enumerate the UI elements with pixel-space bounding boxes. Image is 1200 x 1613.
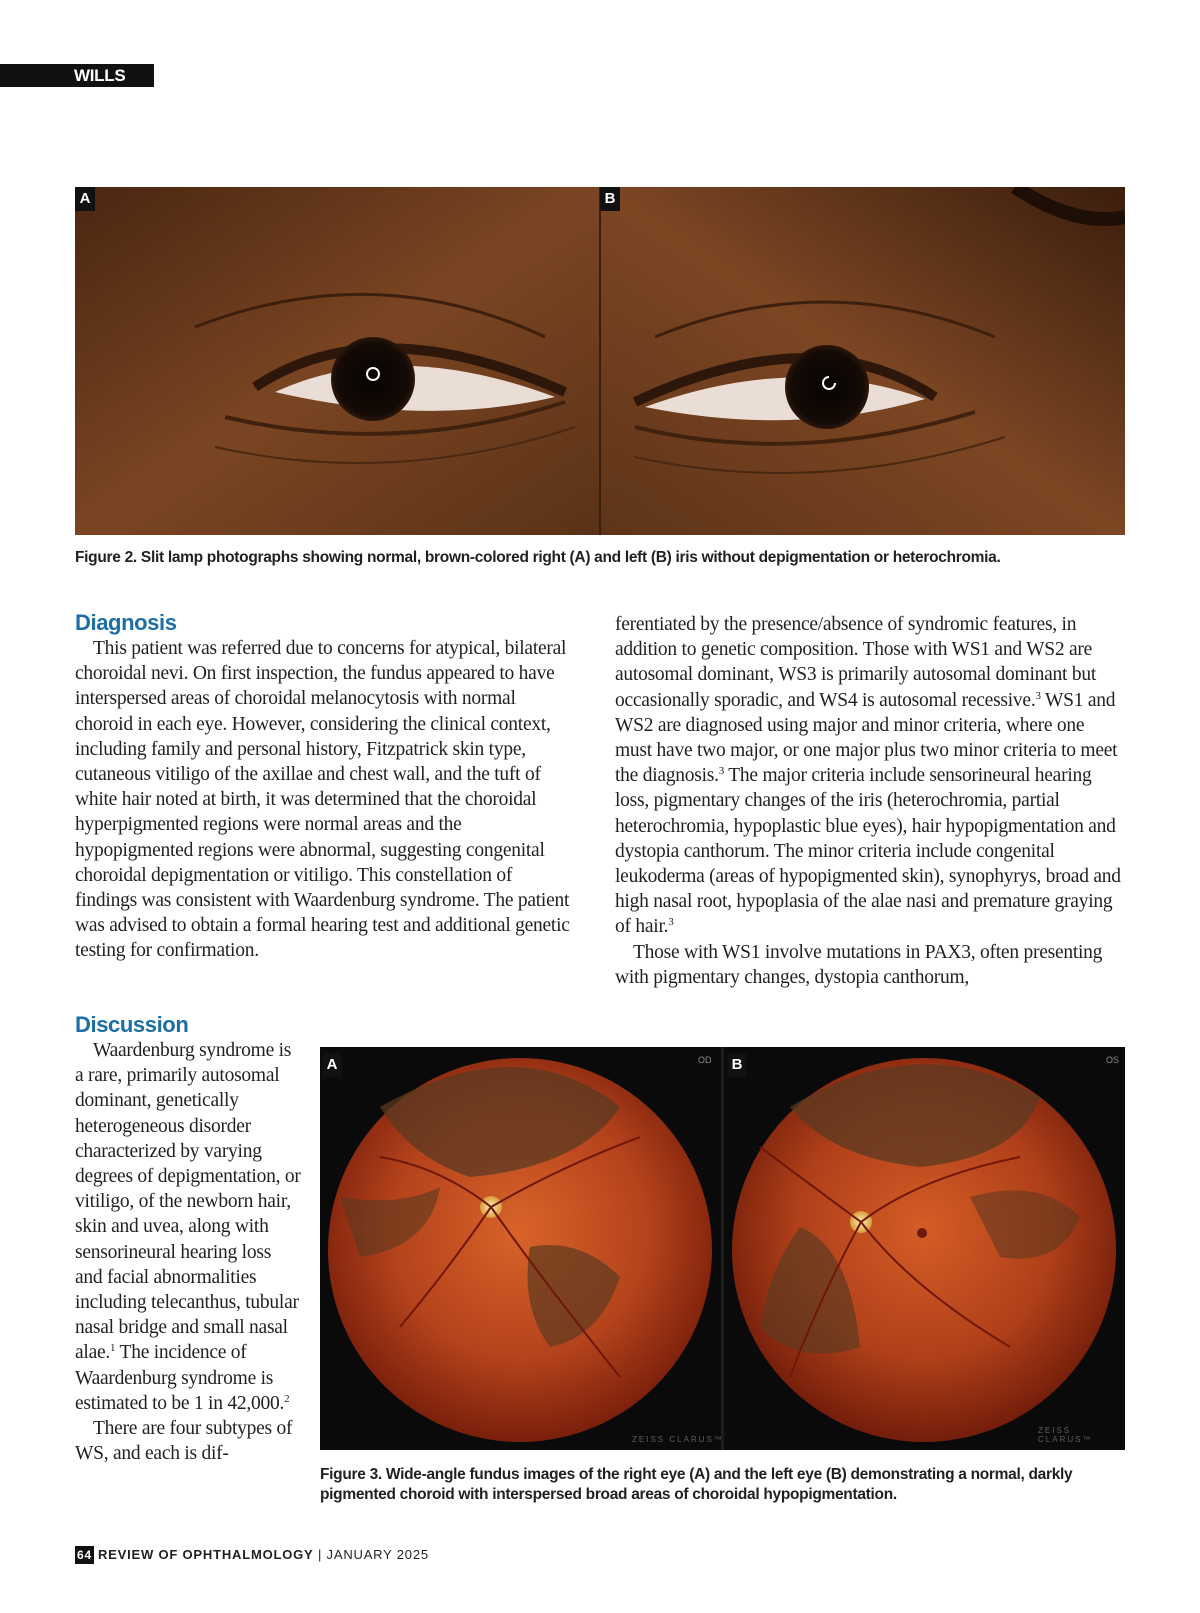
reference-3: 3 [718, 765, 724, 778]
discussion-heading: Discussion [75, 1012, 189, 1037]
subtypes-text-2: WS1 and WS2 are diagnosed using major and minor criteria, where one must have two major, or one major plus two minor criteria to meet the diagnosis. [615, 689, 1118, 787]
ws1-paragraph: Those with WS1 involve mutations in PAX3, often presenting with pigmentary changes, dystopia canthorum, [615, 941, 1103, 988]
page-footer [75, 1546, 429, 1564]
figure-2-caption: Figure 2. Slit lamp photographs showing normal, brown-colored right (A) and left (B) iris without depigmentation or heterochromia. [75, 549, 1001, 566]
discussion-section [75, 1012, 303, 1466]
reference-3: 3 [1035, 689, 1041, 702]
subtypes-text-3: The major criteria include sensorineural hearing loss, pigmentary changes of the iris (heterochromia, partial heterochromia, hypoplastic blue eyes), hair hypopigmentation and dystopia canthorum. The minor criteria include congenital leukoderma (areas of hypopigmented skin), synophyrys, broad and high nasal root, hypoplasia of the alae nasi and premature graying of hair. [615, 765, 1121, 938]
left-eye-tag: OS [1106, 1055, 1120, 1065]
magazine-name: REVIEW OF OPHTHALMOLOGY [97, 1547, 314, 1562]
figure-3-panel-a-label: A [322, 1053, 342, 1077]
figure-3-panel-b-label: B [727, 1053, 747, 1077]
device-watermark-b: ZEISS CLARUS™ [1038, 1426, 1093, 1444]
reference-1: 1 [110, 1342, 116, 1355]
section-tag: WILLS EYE [0, 64, 154, 87]
figure-2-illustration [75, 187, 1125, 535]
right-column-text [615, 612, 1125, 990]
diagnosis-section [75, 610, 575, 964]
diagnosis-paragraph: This patient was referred due to concerns for atypical, bilateral choroidal nevi. On first inspection, the fundus appeared to have interspersed areas of choroidal melanocytosis with normal choroid in each eye. However, considering the clinical context, including family and personal history, Fitzpatrick skin type, cutaneous vitiligo of the axillae and chest wall, and the tuft of white hair noted at birth, it was determined that the choroidal hyperpigmented regions were normal areas and the hypopigmented regions were abnormal, suggesting congenital choroidal depigmentation or vitiligo. This constellation of findings was consistent with Waardenburg syndrome. The patient was advised to obtain a formal hearing test and additional genetic testing for confirmation. [75, 638, 570, 962]
footer-separator: | [313, 1547, 327, 1562]
subtypes-paragraph [615, 612, 1125, 940]
figure-3-caption: Figure 3. Wide-angle fundus images of the right eye (A) and the left eye (B) demonstrating a normal, darkly pigmented choroid with interspersed broad areas of choroidal hypopigmentation. [320, 1466, 1073, 1503]
reference-2: 2 [284, 1392, 290, 1405]
figure-2-panel-b-label: B [600, 187, 620, 211]
figure-2-image [75, 187, 1125, 535]
subtypes-text-1: ferentiated by the presence/absence of syndromic features, in addition to genetic composition. Those with WS1 and WS2 are autosomal dominant, WS3 is primarily autosomal dominant but occasionally sporadic, and WS4 is autosomal recessive. [615, 614, 1097, 711]
issue-date: JANUARY 2025 [326, 1547, 429, 1562]
discussion-paragraph-1 [75, 1038, 303, 1416]
reference-3: 3 [668, 916, 674, 929]
device-watermark-a: ZEISS CLARUS™ [632, 1435, 724, 1444]
figure-3-illustration [320, 1047, 1125, 1450]
right-eye-tag: OD [698, 1055, 712, 1065]
figure-2-panel-a-label: A [75, 187, 95, 211]
figure-3-image [320, 1047, 1125, 1450]
discussion-paragraph-2: There are four subtypes of WS, and each is dif- [75, 1418, 293, 1465]
page-number: 64 [77, 1548, 92, 1562]
diagnosis-heading: Diagnosis [75, 610, 177, 635]
discussion-text-1: Waardenburg syndrome is a rare, primarily autosomal dominant, genetically heterogeneous disorder characterized by varying degrees of depigmentation, or vitiligo, of the newborn hair, skin and uvea, along with sensorineural hearing loss and facial abnormalities including telecanthus, tubular nasal bridge and small nasal alae. [75, 1040, 301, 1364]
discussion-text-2: The incidence of Waardenburg syndrome is estimated to be 1 in 42,000. [75, 1342, 285, 1414]
